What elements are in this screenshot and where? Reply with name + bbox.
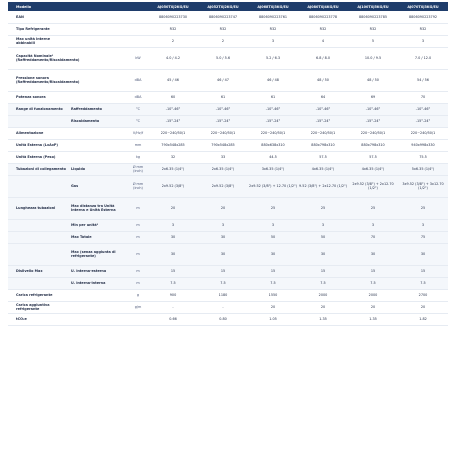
row-value: 32 bbox=[170, 155, 176, 159]
row-value: 5x6.35 (1/4") bbox=[411, 167, 435, 171]
row-sublabel bbox=[70, 11, 128, 23]
row-value: 7.5 bbox=[270, 281, 276, 285]
row-sublabel: Gas bbox=[71, 184, 79, 188]
row-unit: m bbox=[136, 269, 140, 273]
row-label: tCO₂e bbox=[16, 317, 27, 321]
row-value: 20 bbox=[220, 206, 226, 210]
row-label: Range di funzionamento bbox=[16, 107, 63, 111]
row-value: 54 / 56 bbox=[417, 78, 429, 82]
row-label bbox=[8, 115, 70, 127]
row-value: -10°-46° bbox=[265, 107, 281, 111]
model-header: AJ068TXJ3KG/EU bbox=[257, 4, 289, 9]
row-unit: g/m bbox=[134, 305, 142, 309]
row-value: 5.0 / 5.6 bbox=[215, 56, 231, 60]
row-value: 220~240/50/1 bbox=[260, 131, 286, 135]
row-value: 30 bbox=[270, 252, 276, 256]
row-value: 30 bbox=[420, 252, 426, 256]
row-value: 60 bbox=[170, 95, 176, 99]
row-value: - bbox=[172, 305, 174, 309]
row-label: Tubazioni di collegamento bbox=[16, 167, 66, 171]
row-value: 7.5 bbox=[320, 281, 326, 285]
row-value: 3 bbox=[221, 223, 225, 227]
row-value: 25 bbox=[420, 206, 426, 210]
row-sublabel: Raffreddamento bbox=[71, 107, 102, 111]
row-sublabel: Max Totale bbox=[71, 235, 92, 239]
model-header: AJ100TXJ5KG/EU bbox=[357, 4, 389, 9]
row-value: 9.52 (3/8") + 2x12.70 (1/2") bbox=[299, 184, 347, 188]
row-label: Unità Esterna (Peso) bbox=[16, 155, 56, 159]
row-value: -15°-24° bbox=[215, 119, 231, 123]
row-value: 50 bbox=[320, 235, 326, 239]
row-sublabel bbox=[70, 23, 128, 35]
row-value: 3 bbox=[421, 223, 425, 227]
row-value: 2x6.35 (1/4") bbox=[211, 167, 235, 171]
row-unit: m bbox=[136, 223, 140, 227]
row-value: 15 bbox=[420, 269, 426, 273]
row-value: R32 bbox=[319, 27, 327, 31]
row-label: Max unità interne abbinabili bbox=[16, 37, 50, 45]
row-sublabel bbox=[70, 139, 128, 151]
row-value: 69 bbox=[370, 95, 376, 99]
row-value: 900 bbox=[169, 293, 177, 297]
row-value: 20 bbox=[420, 305, 426, 309]
row-value: 1550 bbox=[268, 293, 278, 297]
table-row bbox=[8, 127, 448, 139]
row-value: 15 bbox=[320, 269, 326, 273]
row-value: 220~240/50/1 bbox=[360, 131, 386, 135]
row-label: Carica refrigerante bbox=[16, 293, 53, 297]
row-value: 46 / 48 bbox=[267, 78, 279, 82]
row-unit: V/Hz/f bbox=[132, 131, 144, 135]
row-sublabel: Max distanza tra Unità Interna e Unità Esterna bbox=[71, 204, 116, 212]
row-value: 30 bbox=[320, 252, 326, 256]
row-value: 15 bbox=[270, 269, 276, 273]
table-row bbox=[8, 265, 448, 277]
table-row bbox=[8, 289, 448, 301]
row-label: Unità Esterna (LxAxP) bbox=[16, 143, 58, 147]
header-label: Modello bbox=[16, 4, 32, 9]
row-unit: g bbox=[136, 293, 140, 297]
row-value: 7.5 bbox=[220, 281, 226, 285]
row-value: -10°-46° bbox=[315, 107, 331, 111]
table-row bbox=[8, 115, 448, 127]
row-value: 30 bbox=[220, 235, 226, 239]
row-value: 20 bbox=[170, 206, 176, 210]
model-header: AJ070TXJ3KG/EU bbox=[407, 4, 439, 9]
table-row bbox=[8, 23, 448, 35]
row-value: 4x6.35 (1/4") bbox=[311, 167, 335, 171]
row-value: 3 bbox=[371, 223, 375, 227]
row-unit: m bbox=[136, 252, 140, 256]
row-value: 20 bbox=[370, 305, 376, 309]
row-unit: Ø mm (inch) bbox=[132, 165, 144, 173]
row-value: 8806090223792 bbox=[408, 14, 438, 19]
row-label bbox=[8, 231, 70, 243]
row-value: 2x9.52 (3/8") bbox=[211, 184, 235, 188]
row-value: 15 bbox=[220, 269, 226, 273]
row-label bbox=[8, 219, 70, 231]
row-value: -10°-46° bbox=[365, 107, 381, 111]
row-value: 61 bbox=[220, 95, 226, 99]
spec-table bbox=[8, 2, 448, 326]
row-value: 10.0 / 9.5 bbox=[364, 56, 382, 60]
row-value: 61 bbox=[270, 95, 276, 99]
row-value: -10°-46° bbox=[415, 107, 431, 111]
row-value: 8806090223730 bbox=[158, 14, 188, 19]
row-label: Lunghezza tubazioni bbox=[16, 206, 56, 210]
row-sublabel: Riscaldamento bbox=[71, 119, 100, 123]
row-unit bbox=[128, 313, 148, 325]
row-value: 3 bbox=[421, 39, 425, 43]
row-unit: dBA bbox=[134, 95, 142, 99]
row-unit: kg bbox=[135, 155, 141, 159]
row-unit: m bbox=[136, 281, 140, 285]
row-value: 3 bbox=[321, 223, 325, 227]
row-unit bbox=[128, 11, 148, 23]
row-value: -15°-24° bbox=[365, 119, 381, 123]
row-value: 75.5 bbox=[419, 155, 427, 159]
row-value: 0.80 bbox=[219, 317, 227, 321]
row-value: 7.5 bbox=[420, 281, 426, 285]
row-value: 8806090223785 bbox=[358, 14, 388, 19]
row-value: 30 bbox=[170, 252, 176, 256]
table-row bbox=[8, 175, 448, 197]
row-value: 2700 bbox=[418, 293, 428, 297]
model-header: AJ080TXJ4KG/EU bbox=[307, 4, 339, 9]
table-row bbox=[8, 301, 448, 313]
row-value: 2x9.52 (3/8") bbox=[161, 184, 185, 188]
row-value: R32 bbox=[419, 27, 427, 31]
row-unit bbox=[128, 23, 148, 35]
row-value: 45 / 46 bbox=[167, 78, 179, 82]
row-value: 880x798x310 bbox=[361, 143, 385, 147]
row-label: Pressione sonora (Raffreddamento/Riscaldamento) bbox=[16, 76, 80, 84]
row-value: R32 bbox=[369, 27, 377, 31]
table-row bbox=[8, 243, 448, 265]
row-value: 4x6.35 (1/4") bbox=[361, 167, 385, 171]
row-label: EAN bbox=[16, 14, 24, 19]
row-unit: °C bbox=[135, 107, 141, 111]
row-value: 790x548x285 bbox=[161, 143, 185, 147]
row-label bbox=[8, 175, 70, 197]
row-value: 75 bbox=[420, 235, 426, 239]
row-value: 70 bbox=[420, 95, 426, 99]
row-label bbox=[8, 243, 70, 265]
row-label: Tipo Refrigerante bbox=[16, 27, 50, 31]
table-row bbox=[8, 35, 448, 47]
row-value: 2x9.52 (3/8") + 12.70 (1/2") bbox=[249, 184, 297, 188]
row-value: 220~240/50/1 bbox=[410, 131, 436, 135]
row-value: 3 bbox=[271, 39, 275, 43]
row-value: 2x9.52 (3/8") + 2x12.70 (1/2") bbox=[352, 182, 394, 190]
row-label: Potenza sonora bbox=[16, 95, 46, 99]
row-value: 4.0 / 4.2 bbox=[165, 56, 181, 60]
row-value: 3x9.52 (3/8") + 3x12.70 (1/2") bbox=[402, 182, 444, 190]
row-value: 64 bbox=[320, 95, 326, 99]
row-value: 2000 bbox=[368, 293, 378, 297]
row-value: 1.82 bbox=[419, 317, 427, 321]
row-value: 880x798x310 bbox=[311, 143, 335, 147]
table-row bbox=[8, 47, 448, 69]
row-value: 30 bbox=[170, 235, 176, 239]
row-label: Alimentazione bbox=[16, 131, 44, 135]
row-value: -15°-24° bbox=[315, 119, 331, 123]
table-row bbox=[8, 103, 448, 115]
row-unit: °C bbox=[135, 119, 141, 123]
model-header: AJ052TXJ2KG/EU bbox=[207, 4, 239, 9]
row-value: 50 bbox=[270, 235, 276, 239]
row-sublabel bbox=[70, 301, 128, 313]
row-value: 15 bbox=[170, 269, 176, 273]
row-value: 48 / 50 bbox=[367, 78, 379, 82]
row-value: 15 bbox=[370, 269, 376, 273]
row-value: 8806090223778 bbox=[308, 14, 338, 19]
row-value: 2 bbox=[171, 39, 175, 43]
table-row bbox=[8, 151, 448, 163]
row-value: -15°-24° bbox=[165, 119, 181, 123]
row-value: 20 bbox=[270, 305, 276, 309]
row-value: 790x548x285 bbox=[211, 143, 235, 147]
row-sublabel bbox=[70, 35, 128, 47]
table-row bbox=[8, 197, 448, 219]
row-sublabel bbox=[70, 127, 128, 139]
table-row bbox=[8, 163, 448, 175]
row-value: 4 bbox=[321, 39, 325, 43]
row-value: 5.2 / 6.3 bbox=[265, 56, 281, 60]
row-value: 33 bbox=[220, 155, 226, 159]
row-value: 20 bbox=[320, 305, 326, 309]
row-label: Capacità Nominale¹ (Raffreddamento/Riscaldamento) bbox=[16, 54, 80, 62]
row-sublabel: Min per unità² bbox=[71, 223, 99, 227]
table-row bbox=[8, 139, 448, 151]
row-value: 57.5 bbox=[319, 155, 327, 159]
row-value: 220~240/50/1 bbox=[160, 131, 186, 135]
row-value: R32 bbox=[169, 27, 177, 31]
row-value: -15°-24° bbox=[415, 119, 431, 123]
row-value: 3x6.35 (1/4") bbox=[261, 167, 285, 171]
row-value: 7.5 bbox=[170, 281, 176, 285]
row-value: 57.5 bbox=[369, 155, 377, 159]
row-unit bbox=[128, 35, 148, 47]
row-value: 220~240/50/1 bbox=[210, 131, 236, 135]
row-value: 25 bbox=[270, 206, 276, 210]
header-row bbox=[8, 2, 448, 11]
row-value: -15°-24° bbox=[265, 119, 281, 123]
spec-sheet bbox=[0, 2, 450, 452]
row-unit: m bbox=[136, 206, 140, 210]
row-sublabel bbox=[70, 289, 128, 301]
table-row bbox=[8, 313, 448, 325]
row-value: 940x998x330 bbox=[411, 143, 435, 147]
row-unit: m bbox=[136, 235, 140, 239]
row-value: 46 / 47 bbox=[217, 78, 229, 82]
row-value: 2000 bbox=[318, 293, 328, 297]
row-value: 25 bbox=[320, 206, 326, 210]
row-unit: dBA bbox=[134, 78, 142, 82]
row-sublabel: Liquido bbox=[71, 167, 86, 171]
table-row bbox=[8, 69, 448, 91]
row-value: -10°-46° bbox=[215, 107, 231, 111]
table-row bbox=[8, 219, 448, 231]
row-sublabel bbox=[70, 91, 128, 103]
row-unit: mm bbox=[134, 143, 142, 147]
row-label: Dislivello Max bbox=[16, 269, 43, 273]
table-row bbox=[8, 11, 448, 23]
row-value: 3 bbox=[171, 223, 175, 227]
row-unit: Ø mm (inch) bbox=[132, 182, 144, 190]
row-unit: kW bbox=[135, 56, 141, 60]
row-value: 6.8 / 8.0 bbox=[315, 56, 331, 60]
row-sublabel bbox=[70, 313, 128, 325]
row-value: 1.35 bbox=[369, 317, 377, 321]
row-label: Carica aggiuntiva refrigerante bbox=[16, 303, 50, 311]
row-value: 30 bbox=[370, 252, 376, 256]
row-value: 2x6.35 (1/4") bbox=[161, 167, 185, 171]
row-value: 25 bbox=[370, 206, 376, 210]
row-value: -10°-46° bbox=[165, 107, 181, 111]
row-value: 2 bbox=[221, 39, 225, 43]
table-row bbox=[8, 277, 448, 289]
row-sublabel bbox=[70, 151, 128, 163]
row-label bbox=[8, 277, 70, 289]
row-value: 1.05 bbox=[269, 317, 277, 321]
row-value: R32 bbox=[269, 27, 277, 31]
row-sublabel: U. interna-esterna bbox=[71, 269, 107, 273]
row-value: 7.5 bbox=[370, 281, 376, 285]
row-value: 880x638x310 bbox=[261, 143, 285, 147]
row-value: 3 bbox=[271, 223, 275, 227]
row-value: 1.35 bbox=[319, 317, 327, 321]
row-sublabel: U. interna-interna bbox=[71, 281, 106, 285]
table-row bbox=[8, 231, 448, 243]
row-value: 220~240/50/1 bbox=[310, 131, 336, 135]
row-value: 70 bbox=[370, 235, 376, 239]
row-value: 8806090223761 bbox=[258, 14, 288, 19]
row-value: 48 / 50 bbox=[317, 78, 329, 82]
row-value: 30 bbox=[220, 252, 226, 256]
row-value: 7.0 / 12.0 bbox=[414, 56, 432, 60]
row-value: R32 bbox=[219, 27, 227, 31]
row-value: 8806090223747 bbox=[208, 14, 238, 19]
row-value: 0.66 bbox=[169, 317, 177, 321]
row-sublabel: Max (senza aggiunta di refrigerante) bbox=[71, 250, 116, 258]
row-value: 44.5 bbox=[269, 155, 277, 159]
table-row bbox=[8, 91, 448, 103]
row-value: 5 bbox=[371, 39, 375, 43]
model-header: AJ050TXJ2KG/EU bbox=[157, 4, 189, 9]
row-value: - bbox=[222, 305, 224, 309]
row-value: 1180 bbox=[218, 293, 228, 297]
